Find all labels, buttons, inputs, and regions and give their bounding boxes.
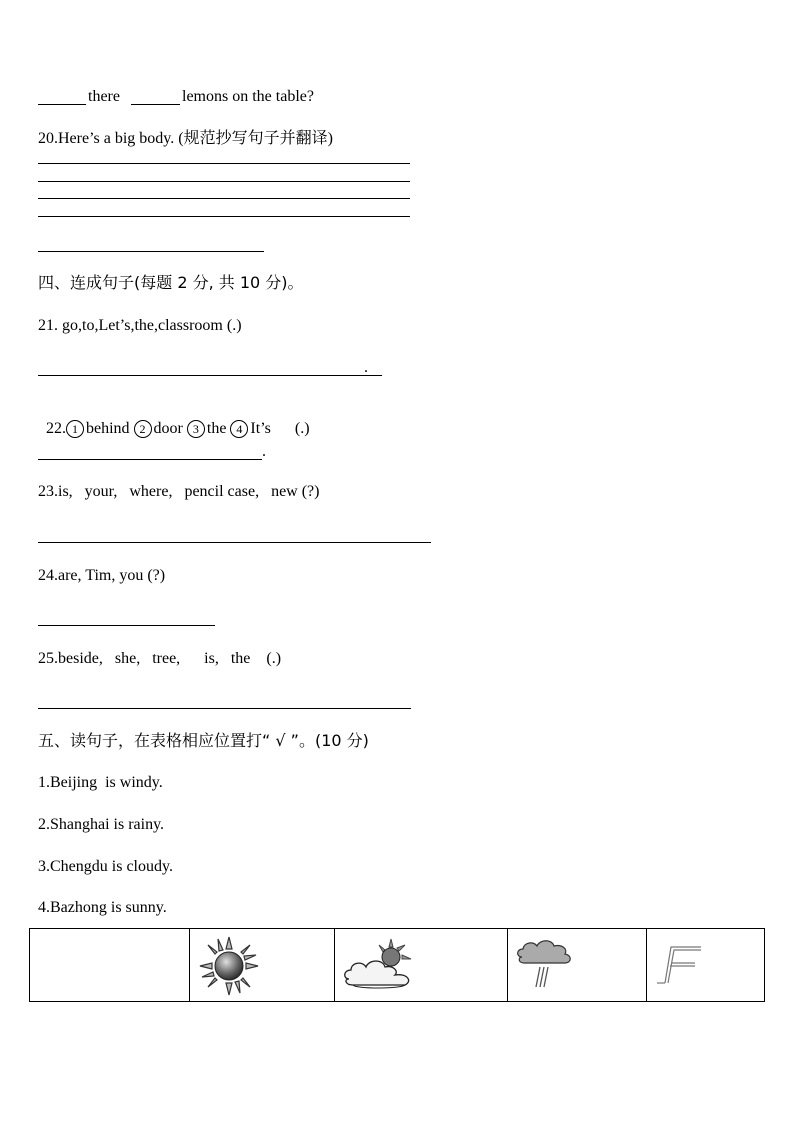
windy-cell[interactable] <box>647 929 765 1002</box>
writing-line[interactable] <box>38 198 410 199</box>
q22-word: It’s <box>250 420 271 437</box>
weather-sentence: 2.Shanghai is rainy. <box>38 816 165 833</box>
q21-period: . <box>364 359 368 376</box>
q23-prompt: 23.is, your, where, pencil case, new (?) <box>38 483 320 500</box>
q19-text-there: there <box>88 88 120 105</box>
writing-line[interactable] <box>38 163 410 164</box>
writing-line[interactable] <box>38 181 410 182</box>
circled-number: 3 <box>187 420 205 438</box>
translation-line[interactable] <box>38 251 264 252</box>
weather-sentence: 1.Beijing is windy. <box>38 774 163 791</box>
weather-sentence: 4.Bazhong is sunny. <box>38 899 167 916</box>
section-4-title: 四、连成句子(每题 2 分, 共 10 分)。 <box>38 273 304 292</box>
q22-word: the <box>206 420 227 437</box>
q22-punctuation: (.) <box>294 420 310 437</box>
section-5-title: 五、读句子，在表格相应位置打“ √ ”。(10 分) <box>38 731 369 750</box>
q25-prompt: 25.beside, she, tree, is, the (.) <box>38 650 282 667</box>
answer-blank[interactable] <box>131 104 180 105</box>
sunny-icon <box>198 935 260 997</box>
q24-answer-line[interactable] <box>38 625 215 626</box>
q22-number: 22. <box>46 420 66 437</box>
rainy-cell[interactable] <box>508 929 647 1002</box>
q20-prompt: 20.Here’s a big body. (规范抄写句子并翻译) <box>38 130 333 147</box>
city-label-cell[interactable] <box>30 929 190 1002</box>
windy-icon <box>655 941 707 989</box>
q19-text-rest: lemons on the table? <box>182 88 314 105</box>
cloudy-icon <box>341 937 421 995</box>
q22-answer-line[interactable] <box>38 459 262 460</box>
circled-number: 1 <box>66 420 84 438</box>
answer-blank[interactable] <box>38 104 86 105</box>
writing-line[interactable] <box>38 216 410 217</box>
q25-answer-line[interactable] <box>38 708 411 709</box>
q23-answer-line[interactable] <box>38 542 431 543</box>
q22-prompt <box>38 399 310 439</box>
q22-word: behind <box>86 420 130 437</box>
circled-number: 2 <box>134 420 152 438</box>
circled-number: 4 <box>230 420 248 438</box>
rainy-icon <box>516 937 576 995</box>
q22-period: . <box>262 443 266 460</box>
q22-word: door <box>153 420 183 437</box>
weather-table <box>29 928 765 1002</box>
q24-prompt: 24.are, Tim, you (?) <box>38 567 166 584</box>
weather-sentence: 3.Chengdu is cloudy. <box>38 858 173 875</box>
sunny-cell[interactable] <box>190 929 335 1002</box>
q21-prompt: 21. go,to,Let’s,the,classroom (.) <box>38 317 242 334</box>
cloudy-cell[interactable] <box>335 929 508 1002</box>
q21-answer-line[interactable] <box>38 375 382 376</box>
